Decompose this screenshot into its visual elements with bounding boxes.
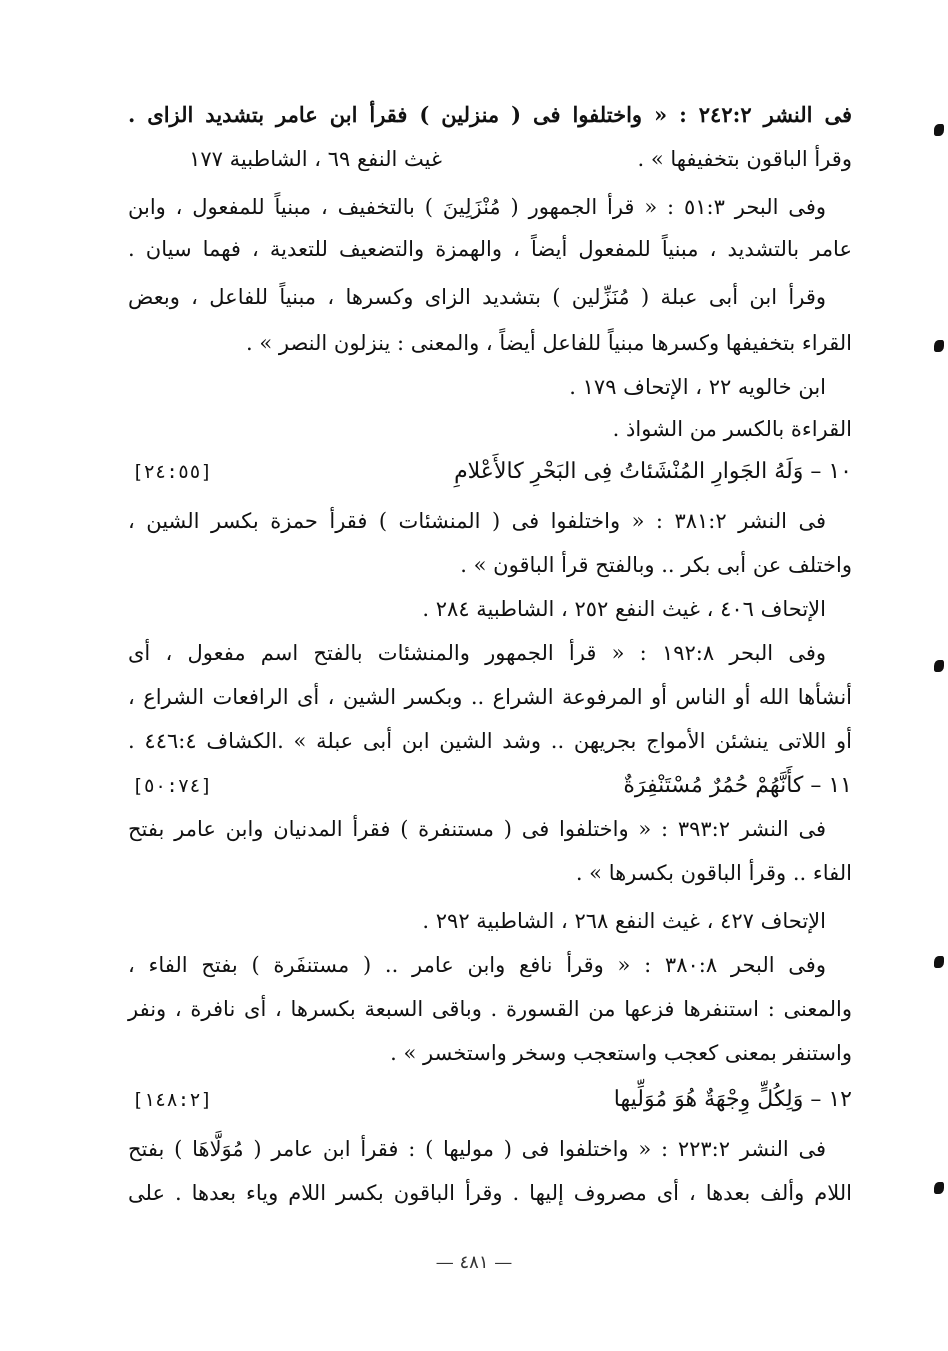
verse-reference: [٥٠:٧٤] bbox=[132, 775, 213, 797]
verse-text: ١٠ – وَلَهُ الجَوارِ المُنْشَئاتُ فِى البَحْرِ كالأَعْلامِ bbox=[454, 459, 852, 484]
margin-mark bbox=[934, 1182, 944, 1194]
text-line-part: غيث النفع ٦٩ ، الشاطبية ١٧٧ bbox=[189, 147, 442, 171]
margin-mark bbox=[934, 340, 944, 352]
text-line: الإتحاف ٤٠٦ ، غيث النفع ٢٥٢ ، الشاطبية ٢٨٤ . bbox=[422, 597, 826, 621]
verse-reference: [٢٤:٥٥] bbox=[132, 461, 213, 483]
text-line: واستنفر بمعنى كعجب واستعجب وسخر واستخسر » . bbox=[390, 1041, 852, 1065]
text-line: فى النشر ٢٤٢:٢ : « واختلفوا فى ( منزلين ) فقرأ ابن عامر بتشديد الزاى . bbox=[128, 102, 852, 127]
text-line: اللام وألف بعدها ، أى مصروف إليها . وقرأ الباقون بكسر اللام وياء بعدها . على bbox=[128, 1181, 852, 1205]
margin-mark bbox=[934, 124, 944, 136]
verse-line bbox=[128, 766, 852, 806]
text-line: وقرأ ابن أبى عبلة ( مُنَزِّلين ) بتشديد الزاى وكسرها ، مبنياً للفاعل ، وبعض bbox=[128, 285, 826, 309]
text-line: فى النشر ٣٨١:٢ : « واختلفوا فى ( المنشئات ) فقرأ حمزة بكسر الشين ، bbox=[128, 509, 826, 533]
text-line: وفى البحر ٥١:٣ : « قرأ الجمهور ( مُنْزَلِينَ ) بالتخفيف ، مبنياً للمفعول ، وابن bbox=[128, 195, 826, 219]
text-line: أو اللاتى ينشئن الأمواج بجريهن .. وشد الشين ابن أبى عبلة » .الكشاف ٤٤٦:٤ . bbox=[128, 729, 852, 753]
document-page bbox=[128, 86, 852, 1286]
margin-mark bbox=[934, 660, 944, 672]
verse-reference: [١٤٨:٢] bbox=[132, 1089, 213, 1111]
text-line: أنشأها الله أو الناس أو المرفوعة الشراع .. وبكسر الشين ، أى الرافعات الشراع ، bbox=[128, 685, 852, 709]
text-line-part: وقرأ الباقون بتخفيفها » . bbox=[637, 147, 852, 171]
text-line: القراءة بالكسر من الشواذ . bbox=[612, 417, 852, 441]
text-line: فى النشر ٣٩٣:٢ : « واختلفوا فى ( مستنفرة ) فقرأ المدنيان وابن عامر بفتح bbox=[128, 817, 826, 841]
verse-line bbox=[128, 452, 852, 492]
verse-text: ١١ – كأَنَّهُمْ حُمُرٌ مُسْتَنْفِرَةٌ bbox=[623, 773, 852, 798]
text-line: ابن خالويه ٢٢ ، الإتحاف ١٧٩ . bbox=[569, 375, 826, 399]
verse-line bbox=[128, 1080, 852, 1120]
text-line: وفى البحر ٣٨٠:٨ : « وقرأ نافع وابن عامر .. ( مستنفَرة ) بفتح الفاء ، bbox=[128, 953, 826, 977]
page-number: — ٤٨١ — bbox=[435, 1252, 513, 1273]
verse-text: ١٢ – وَلِكُلٍّ وِجْهَةٌ هُوَ مُوَلِّيها bbox=[613, 1087, 852, 1112]
text-line: فى النشر ٢٢٣:٢ : « واختلفوا فى ( موليها ) : فقرأ ابن عامر ( مُوَلَّاهَا ) بفتح bbox=[128, 1137, 826, 1161]
text-line: الإتحاف ٤٢٧ ، غيث النفع ٢٦٨ ، الشاطبية ٢٩٢ . bbox=[422, 909, 826, 933]
text-line: عامر بالتشديد ، مبنياً للمفعول أيضاً ، والهمزة والتضعيف للتعدية ، فهما سيان . bbox=[128, 237, 852, 261]
text-line: وفى البحر ١٩٢:٨ : « قرأ الجمهور والمنشئات بالفتح اسم مفعول ، أى bbox=[128, 641, 827, 665]
text-line: والمعنى : استنفرها فزعها من القسورة . وباقى السبعة بكسرها ، أى نافرة ، ونفر bbox=[128, 997, 852, 1021]
text-line: واختلف عن أبى بكر .. وبالفتح قرأ الباقون » . bbox=[460, 553, 852, 577]
text-line: القراء بتخفيفها وكسرها مبنياً للفاعل أيضاً ، والمعنى : ينزلون النصر » . bbox=[245, 331, 852, 355]
text-line: الفاء .. وقرأ الباقون بكسرها » . bbox=[575, 861, 852, 885]
margin-mark bbox=[934, 956, 944, 968]
